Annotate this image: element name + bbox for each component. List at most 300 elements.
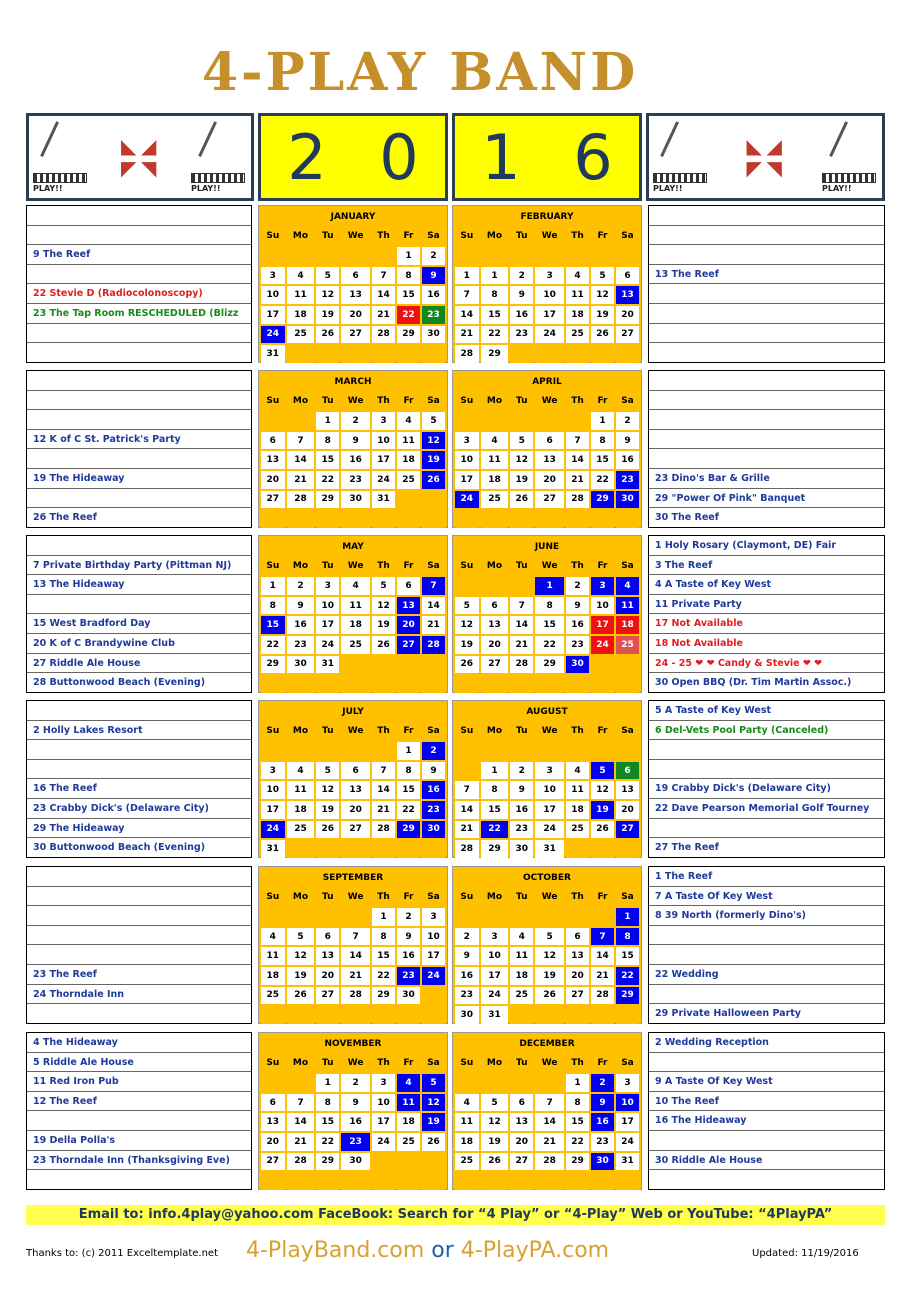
event-row: 22 Stevie D (Radiocolonoscopy) (27, 284, 251, 304)
day-cell: 26 (591, 326, 614, 344)
weekday-header: Mo (287, 228, 315, 246)
weekday-header: Th (372, 889, 395, 907)
day-cell: 15 (566, 1113, 589, 1131)
day-cell: 4 (566, 267, 589, 285)
weekday-header: Su (261, 393, 285, 411)
day-cell (566, 908, 589, 926)
day-cell: 11 (481, 451, 509, 469)
day-cell: 17 (591, 616, 614, 634)
day-cell: 19 (481, 1133, 509, 1151)
day-cell: 21 (341, 967, 370, 985)
day-cell: 17 (481, 967, 509, 985)
weekday-header: Sa (422, 889, 445, 907)
month-name: MARCH (261, 373, 445, 391)
month-name: OCTOBER (455, 869, 639, 887)
day-cell (510, 577, 533, 595)
day-cell: 5 (316, 762, 339, 780)
day-cell: 25 (510, 987, 533, 1005)
weekday-header: Fr (397, 558, 420, 576)
event-row (27, 343, 251, 363)
day-cell (422, 1172, 445, 1190)
day-cell: 21 (372, 306, 395, 324)
weekday-header: We (341, 228, 370, 246)
day-cell: 25 (616, 636, 639, 654)
day-cell: 8 (316, 1094, 339, 1112)
day-cell: 21 (287, 471, 315, 489)
day-cell (261, 742, 285, 760)
day-cell: 24 (261, 326, 285, 344)
event-row: 5 A Taste of Key West (649, 701, 884, 721)
day-cell: 25 (341, 636, 370, 654)
day-cell: 20 (316, 967, 339, 985)
day-cell (510, 908, 533, 926)
weekday-header: Su (261, 1055, 285, 1073)
day-cell: 14 (455, 801, 479, 819)
day-cell (261, 1006, 285, 1024)
day-cell: 4 (510, 928, 533, 946)
day-cell: 24 (372, 1133, 395, 1151)
events-list-left (26, 866, 252, 1024)
day-cell: 18 (397, 451, 420, 469)
day-cell (397, 1006, 420, 1024)
day-cell: 27 (535, 491, 564, 509)
event-row: 24 Thorndale Inn (27, 985, 251, 1005)
weekday-header: Th (566, 889, 589, 907)
events-list-right (648, 700, 885, 858)
events-list-left (26, 700, 252, 858)
weekday-header: Mo (481, 1055, 509, 1073)
day-cell: 21 (455, 821, 479, 839)
day-cell: 24 (535, 821, 564, 839)
day-cell: 12 (591, 781, 614, 799)
day-cell (372, 656, 395, 674)
event-row: 23 Thorndale Inn (Thanksgiving Eve) (27, 1151, 251, 1171)
day-cell (341, 1172, 370, 1190)
day-cell (341, 840, 370, 858)
day-cell (422, 510, 445, 528)
day-cell: 21 (287, 1133, 315, 1151)
day-cell: 21 (510, 636, 533, 654)
site-link[interactable]: 4-PlayBand.com (246, 1238, 425, 1263)
weekday-header: Mo (481, 889, 509, 907)
day-cell: 18 (261, 967, 285, 985)
day-cell (566, 840, 589, 858)
weekday-header: Sa (422, 393, 445, 411)
month-name: JANUARY (261, 208, 445, 226)
day-cell: 13 (261, 451, 285, 469)
day-cell (316, 247, 339, 265)
event-row: 19 Crabby Dick's (Delaware City) (649, 779, 884, 799)
event-row (27, 536, 251, 556)
day-cell: 11 (616, 597, 639, 615)
day-cell: 25 (287, 821, 315, 839)
guitar-keyboard-icon: PLAY!! (822, 121, 878, 193)
day-cell (372, 345, 395, 363)
day-cell: 29 (616, 987, 639, 1005)
day-cell (455, 412, 479, 430)
day-cell: 9 (397, 928, 420, 946)
day-cell: 14 (422, 597, 445, 615)
band-emblem-icon: ◣ ◢ ◤ ◥ (746, 134, 782, 180)
day-cell: 22 (316, 1133, 339, 1151)
day-cell (422, 675, 445, 693)
weekday-header: We (341, 558, 370, 576)
day-cell (455, 1172, 479, 1190)
day-cell: 27 (341, 326, 370, 344)
day-cell: 10 (481, 947, 509, 965)
day-cell: 4 (566, 762, 589, 780)
event-row (27, 867, 251, 887)
day-cell: 3 (455, 432, 479, 450)
day-cell: 24 (535, 326, 564, 344)
day-cell (397, 491, 420, 509)
event-row: 16 The Reef (27, 779, 251, 799)
day-cell: 23 (341, 1133, 370, 1151)
day-cell: 7 (535, 1094, 564, 1112)
year-digit: 6 (573, 120, 613, 194)
day-cell: 21 (535, 1133, 564, 1151)
day-cell: 23 (455, 987, 479, 1005)
day-cell: 24 (422, 967, 445, 985)
day-cell: 23 (397, 967, 420, 985)
event-row (649, 324, 884, 344)
day-cell: 12 (372, 597, 395, 615)
day-cell: 5 (372, 577, 395, 595)
day-cell: 14 (566, 451, 589, 469)
weekday-header: Fr (591, 723, 614, 741)
day-cell: 19 (535, 967, 564, 985)
site-link[interactable]: 4-PlayPA.com (460, 1238, 610, 1263)
day-cell: 21 (591, 967, 614, 985)
day-cell: 5 (591, 267, 614, 285)
event-row: 2 Wedding Reception (649, 1033, 884, 1053)
day-cell: 29 (316, 491, 339, 509)
day-cell: 28 (287, 491, 315, 509)
weekday-header: We (341, 1055, 370, 1073)
day-cell: 14 (455, 306, 479, 324)
day-cell: 13 (616, 781, 639, 799)
event-row: 2 Holly Lakes Resort (27, 721, 251, 741)
day-cell: 22 (372, 967, 395, 985)
day-cell: 6 (566, 928, 589, 946)
day-cell (261, 908, 285, 926)
day-cell: 9 (510, 286, 533, 304)
event-row (27, 410, 251, 430)
day-cell: 17 (261, 801, 285, 819)
day-cell: 13 (481, 616, 509, 634)
day-cell: 11 (510, 947, 533, 965)
day-cell: 1 (566, 1074, 589, 1092)
weekday-header: We (535, 889, 564, 907)
day-cell: 30 (510, 840, 533, 858)
day-cell (535, 908, 564, 926)
day-cell: 26 (510, 491, 533, 509)
weekday-header: We (341, 393, 370, 411)
events-list-left (26, 535, 252, 693)
day-cell: 11 (397, 432, 420, 450)
day-cell: 8 (535, 597, 564, 615)
day-cell: 25 (261, 987, 285, 1005)
day-cell: 5 (316, 267, 339, 285)
day-cell (316, 510, 339, 528)
day-cell: 8 (481, 781, 509, 799)
event-row: 11 Private Party (649, 595, 884, 615)
event-row: 13 The Reef (649, 265, 884, 285)
day-cell: 6 (316, 928, 339, 946)
day-cell (510, 1074, 533, 1092)
weekday-header: Fr (591, 228, 614, 246)
day-cell (566, 1006, 589, 1024)
day-cell: 4 (397, 1074, 420, 1092)
weekday-header: Su (261, 889, 285, 907)
day-cell (316, 345, 339, 363)
day-cell: 20 (261, 1133, 285, 1151)
day-cell: 17 (372, 451, 395, 469)
event-row: 11 Red Iron Pub (27, 1072, 251, 1092)
weekday-header: Su (261, 723, 285, 741)
weekday-header: Su (455, 723, 479, 741)
day-cell: 5 (510, 432, 533, 450)
day-cell: 13 (316, 947, 339, 965)
day-cell: 31 (535, 840, 564, 858)
day-cell (510, 1172, 533, 1190)
day-cell: 25 (566, 821, 589, 839)
event-row (27, 1111, 251, 1131)
weekday-header: Th (566, 1055, 589, 1073)
day-cell: 8 (566, 1094, 589, 1112)
day-cell: 1 (481, 762, 509, 780)
day-cell (341, 908, 370, 926)
event-row: 23 The Reef (27, 965, 251, 985)
weekday-header: Su (455, 228, 479, 246)
event-row: 4 The Hideaway (27, 1033, 251, 1053)
event-row: 28 Buttonwood Beach (Evening) (33, 677, 206, 689)
day-cell: 28 (566, 491, 589, 509)
day-cell: 31 (481, 1006, 509, 1024)
day-cell: 3 (481, 928, 509, 946)
month-calendar (258, 205, 448, 363)
weekday-header: Sa (422, 1055, 445, 1073)
weekday-header: Fr (397, 228, 420, 246)
day-cell (481, 1074, 509, 1092)
event-row (649, 1053, 884, 1073)
day-cell: 21 (455, 326, 479, 344)
day-cell: 16 (341, 1113, 370, 1131)
event-row: 29 The Hideaway (27, 819, 251, 839)
event-row: 12 K of C St. Patrick's Party (27, 430, 251, 450)
event-row (649, 371, 884, 391)
day-cell: 14 (287, 451, 315, 469)
day-cell (341, 1006, 370, 1024)
day-cell: 10 (372, 432, 395, 450)
day-cell (591, 247, 614, 265)
event-row (649, 945, 884, 965)
weekday-header: Mo (481, 558, 509, 576)
weekday-header: Fr (591, 558, 614, 576)
day-cell: 18 (287, 801, 315, 819)
or-text: or (431, 1238, 454, 1263)
weekday-header: Fr (591, 393, 614, 411)
day-cell: 1 (616, 908, 639, 926)
day-cell: 17 (616, 1113, 639, 1131)
day-cell: 18 (397, 1113, 420, 1131)
day-cell: 12 (510, 451, 533, 469)
day-cell: 8 (397, 762, 420, 780)
day-cell: 19 (422, 451, 445, 469)
day-cell: 22 (566, 1133, 589, 1151)
day-cell (372, 675, 395, 693)
day-cell (397, 510, 420, 528)
day-cell: 11 (287, 286, 315, 304)
day-cell (535, 1006, 564, 1024)
day-cell: 13 (510, 1113, 533, 1131)
day-cell: 31 (372, 491, 395, 509)
event-row (649, 1131, 884, 1151)
day-cell (591, 656, 614, 674)
day-cell: 19 (316, 801, 339, 819)
day-cell: 4 (341, 577, 370, 595)
day-cell: 9 (616, 432, 639, 450)
weekday-header: Fr (397, 393, 420, 411)
day-cell (341, 345, 370, 363)
weekday-header: Sa (422, 228, 445, 246)
day-cell: 6 (261, 432, 285, 450)
day-cell: 26 (481, 1153, 509, 1171)
weekday-header: Su (455, 1055, 479, 1073)
day-cell: 5 (422, 1074, 445, 1092)
day-cell: 8 (616, 928, 639, 946)
day-cell: 10 (455, 451, 479, 469)
day-cell (261, 247, 285, 265)
day-cell (287, 675, 315, 693)
day-cell: 20 (341, 306, 370, 324)
weekday-header: Sa (422, 558, 445, 576)
day-cell: 8 (261, 597, 285, 615)
day-cell: 7 (591, 928, 614, 946)
day-cell: 29 (481, 840, 509, 858)
day-cell: 23 (510, 326, 533, 344)
day-cell (261, 510, 285, 528)
day-cell: 11 (397, 1094, 420, 1112)
weekday-header: We (535, 228, 564, 246)
weekday-header: Tu (316, 558, 339, 576)
day-cell (566, 1172, 589, 1190)
weekday-header: Th (372, 558, 395, 576)
day-cell: 27 (261, 1153, 285, 1171)
day-cell: 29 (316, 1153, 339, 1171)
day-cell: 12 (422, 432, 445, 450)
day-cell: 18 (566, 306, 589, 324)
day-cell: 12 (591, 286, 614, 304)
day-cell: 13 (341, 286, 370, 304)
day-cell: 19 (372, 616, 395, 634)
day-cell (287, 510, 315, 528)
day-cell: 3 (372, 412, 395, 430)
day-cell: 23 (287, 636, 315, 654)
day-cell (566, 510, 589, 528)
day-cell: 17 (261, 306, 285, 324)
day-cell: 26 (591, 821, 614, 839)
weekday-header: Th (566, 723, 589, 741)
day-cell: 10 (535, 286, 564, 304)
month-name: NOVEMBER (261, 1035, 445, 1053)
day-cell (455, 247, 479, 265)
day-cell: 7 (372, 762, 395, 780)
day-cell: 18 (566, 801, 589, 819)
day-cell: 30 (616, 491, 639, 509)
day-cell: 23 (510, 821, 533, 839)
weekday-header: Tu (510, 889, 533, 907)
day-cell: 26 (422, 1133, 445, 1151)
day-cell: 9 (566, 597, 589, 615)
month-name: APRIL (455, 373, 639, 391)
day-cell: 28 (422, 636, 445, 654)
day-cell (481, 908, 509, 926)
event-row (649, 926, 884, 946)
day-cell: 27 (616, 821, 639, 839)
event-row: 15 West Bradford Day (27, 614, 251, 634)
contact-footer: Email to: info.4play@yahoo.com FaceBook: Search for “4 Play” or “4-Play” Web or YouTube: “4PlayPA” (26, 1205, 885, 1225)
day-cell: 23 (341, 471, 370, 489)
day-cell (566, 675, 589, 693)
day-cell: 15 (372, 947, 395, 965)
weekday-header: Sa (616, 393, 639, 411)
day-cell (455, 1074, 479, 1092)
day-cell: 7 (341, 928, 370, 946)
year-panel-left (258, 113, 448, 201)
day-cell: 12 (455, 616, 479, 634)
day-cell: 10 (372, 1094, 395, 1112)
logo-panel-left (26, 113, 254, 201)
day-cell (422, 345, 445, 363)
day-cell (616, 247, 639, 265)
day-cell: 16 (616, 451, 639, 469)
weekday-header: Mo (287, 1055, 315, 1073)
day-cell: 12 (481, 1113, 509, 1131)
day-cell: 22 (316, 471, 339, 489)
weekday-header: Fr (591, 1055, 614, 1073)
day-cell (566, 345, 589, 363)
day-cell: 29 (591, 491, 614, 509)
event-row: 20 K of C Brandywine Club (27, 634, 251, 654)
day-cell (455, 742, 479, 760)
weekday-header: Tu (316, 723, 339, 741)
weekday-header: Th (566, 393, 589, 411)
credits: Thanks to: (c) 2011 Exceltemplate.net (26, 1248, 219, 1259)
day-cell: 1 (591, 412, 614, 430)
day-cell: 9 (510, 781, 533, 799)
day-cell (616, 345, 639, 363)
day-cell (591, 510, 614, 528)
day-cell: 6 (341, 762, 370, 780)
day-cell (341, 656, 370, 674)
day-cell: 28 (510, 656, 533, 674)
day-cell: 4 (287, 762, 315, 780)
month-name: MAY (261, 538, 445, 556)
day-cell: 9 (422, 762, 445, 780)
day-cell (372, 247, 395, 265)
day-cell: 4 (287, 267, 315, 285)
day-cell (372, 742, 395, 760)
day-cell: 28 (372, 821, 395, 839)
day-cell: 27 (316, 987, 339, 1005)
day-cell: 8 (397, 267, 420, 285)
day-cell: 7 (455, 286, 479, 304)
day-cell (316, 908, 339, 926)
month-calendar (452, 866, 642, 1024)
day-cell: 12 (287, 947, 315, 965)
day-cell: 18 (455, 1133, 479, 1151)
